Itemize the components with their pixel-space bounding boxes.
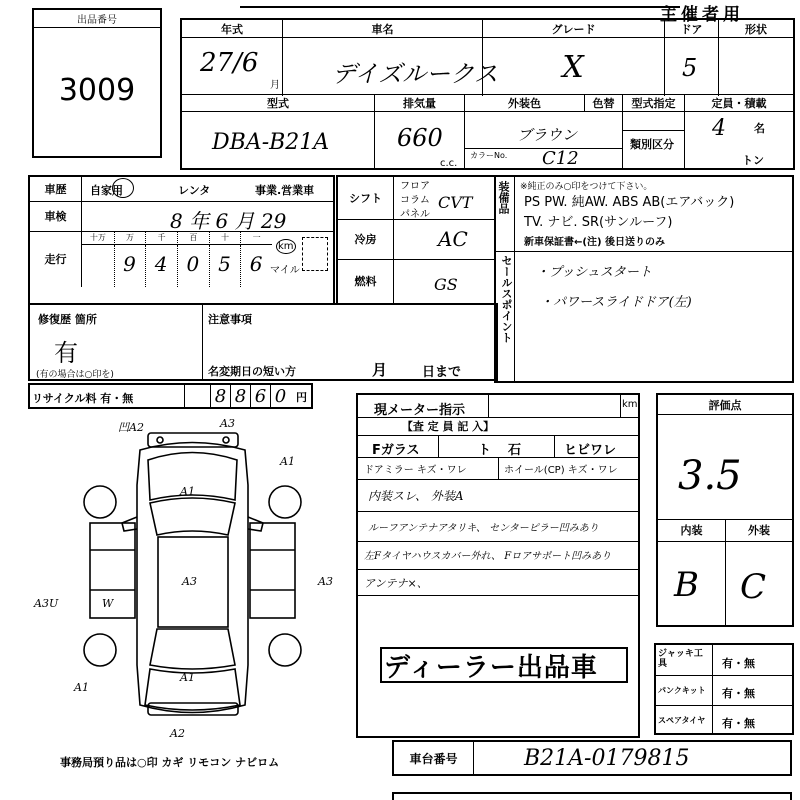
exterior-color-label: 外装色 (464, 94, 584, 112)
repair-block (28, 303, 498, 381)
recycle-digit: 0 (270, 385, 290, 407)
mileage-digit: 0 (186, 252, 200, 276)
year-label: 年式 (221, 23, 243, 36)
shift-option-floor: フロア (400, 181, 430, 192)
meter-label: 現メーター指示 (374, 403, 466, 418)
grade-label: グレード (482, 20, 664, 38)
mark-rear: A1 (180, 671, 195, 684)
mark-right-side: A3 (318, 575, 333, 588)
exterior-label: 外装 (725, 519, 792, 541)
sales-point-1: ・プッシュスタート (536, 265, 652, 280)
capacity-unit: 名 (754, 122, 765, 135)
recycle-digit: 8 (210, 385, 230, 407)
mile-unit: マイル (270, 265, 300, 276)
spare-label: スペアタイヤ (658, 716, 706, 725)
recycle-grid (210, 385, 290, 407)
organizer-banner: 主催者用 (660, 5, 744, 25)
displacement-unit: c.c. (440, 158, 458, 169)
recycle-digit: 6 (250, 385, 270, 407)
name-label: 車名 (282, 20, 482, 38)
exterior-color-value: ブラウン (517, 126, 578, 144)
sales-label: セールスポイント (500, 255, 513, 343)
jack-value: 有・無 (722, 657, 755, 670)
score-value: 3.5 (678, 453, 742, 499)
chassis-value: B21A-0179815 (524, 746, 690, 771)
interior-value: B (674, 565, 699, 605)
glass-label: Fガラス (372, 443, 420, 458)
color-no-value: C12 (542, 148, 579, 169)
type-designation-label: 型式指定 (622, 94, 684, 112)
notes-label: 注意事項 (208, 313, 252, 326)
name-change-label: 名変期日の短い方 (208, 365, 296, 378)
model-label: 型式 (267, 97, 289, 110)
month-label: 月 (372, 361, 388, 379)
chassis-label: 車台番号 (394, 742, 474, 774)
history-option-business: 事業.営業車 (255, 184, 315, 197)
mileage-digit: 6 (249, 252, 263, 276)
mileage-digit: 5 (218, 252, 231, 276)
mileage-header-cell: 万 (114, 231, 146, 245)
mark-left: W (102, 597, 114, 610)
inspector-label: 【査 定 員 記 入】 (401, 420, 495, 433)
glass-option-to: ト (478, 443, 492, 458)
private-circle (112, 178, 134, 198)
mileage-digit: 9 (123, 252, 136, 276)
model-value: DBA-B21A (212, 130, 330, 155)
interior-label: 内装 (680, 524, 703, 537)
remark-1: 内装スレ、 外装A (368, 489, 464, 503)
displacement-value: 660 (397, 124, 443, 152)
remark-4: アンテナ×、 (364, 577, 428, 590)
color-no-label: カラーNo. (470, 151, 508, 160)
mirror-label: ドアミラー キズ・ワレ (364, 465, 467, 476)
inspection-label: 車検 (30, 201, 82, 231)
top-rule (240, 0, 680, 8)
score-label: 評価点 (658, 395, 792, 415)
shift-label: シフト (338, 177, 394, 219)
lot-number: 3009 (58, 72, 136, 108)
remark-3: 左Fタイヤハウスカバー外れ、 Fロアサポート凹みあり (364, 551, 612, 562)
mileage-header-cell: 十万 (82, 231, 114, 245)
glass-option-crack: ヒビワレ (564, 443, 617, 458)
door-label: ドア (664, 20, 718, 38)
mileage-label: 走行 (30, 231, 82, 287)
exterior-value: C (740, 567, 767, 607)
color-tone-label: 色替 (584, 94, 622, 112)
recycle-unit: 円 (296, 391, 307, 404)
equip-line1: PS PW. 純AW. ABS AB(エアバック) (524, 195, 735, 210)
capacity-label: 定員・積載 (684, 94, 793, 112)
bottom-box (392, 792, 792, 800)
puncture-value: 有・無 (722, 687, 755, 700)
mark-top-left: 凹A2 (118, 421, 144, 434)
sales-point-2: ・パワースライドドア(左) (540, 295, 692, 310)
lot-number-label: 出品番号 (34, 10, 160, 28)
fuel-value: GS (434, 275, 458, 294)
remark-2: ルーフアンテナアタリキ、 センターピラー凹みあり (368, 523, 599, 534)
name-value: デイズルークス (332, 60, 498, 88)
ac-label: 冷房 (338, 219, 394, 259)
shift-option-panel: パネル (400, 209, 430, 220)
inspection-value: 8 年 6 月 29 (170, 209, 287, 233)
year-value: 27/6 (200, 48, 259, 78)
recycle-row (28, 383, 313, 409)
score-block (656, 393, 794, 627)
shape-label: 形状 (718, 20, 793, 38)
capacity-value: 4 (712, 116, 726, 141)
fuel-label: 燃料 (338, 259, 394, 303)
history-label: 車歴 (30, 177, 82, 201)
displacement-label: 排気量 (374, 94, 464, 112)
equip-line2: TV. ナビ. SR(サンルーフ) (524, 215, 673, 230)
recycle-digit: 8 (230, 385, 250, 407)
accessories-block (654, 643, 794, 735)
mileage-check-box (302, 237, 328, 271)
lot-number-box (32, 8, 162, 158)
load-unit: トン (742, 154, 764, 167)
day-label: 日まで (422, 365, 462, 380)
shift-option-column: コラム (400, 195, 430, 206)
chassis-block (392, 740, 792, 776)
door-value: 5 (682, 54, 698, 82)
class-label: 類別区分 (630, 138, 674, 151)
wheel-label: ホイール(CP) キズ・ワレ (504, 465, 618, 476)
mark-bottom: A2 (170, 727, 185, 740)
glass-option-stone: 石 (508, 443, 522, 458)
meter-unit: km (622, 399, 638, 410)
mileage-header-cell: 百 (177, 231, 209, 245)
inspection-block (356, 393, 640, 738)
spare-value: 有・無 (722, 717, 755, 730)
ac-value: AC (438, 227, 468, 251)
mark-rear-left: A1 (74, 681, 89, 694)
equip-line3: 新車保証書←(注) 後日送りのみ (524, 237, 666, 248)
mark-hood: A1 (180, 485, 195, 498)
repair-note: (有の場合は○印を) (36, 370, 114, 380)
year-unit: 月 (270, 80, 280, 91)
car-diagram (30, 415, 355, 745)
mileage-header-cell: 一 (240, 231, 272, 245)
grade-value: X (562, 50, 584, 85)
jack-label: ジャッキ工具 (658, 649, 703, 669)
history-option-private: 自家用 (90, 184, 123, 197)
recycle-label: リサイクル料 有・無 (32, 392, 134, 405)
mileage-grid (82, 231, 272, 287)
history-block (28, 175, 335, 305)
mark-left-side: A3U (34, 597, 59, 610)
history-option-rental: レンタ (178, 184, 211, 197)
repair-label: 修復歴 箇所 (38, 313, 97, 326)
equip-note: ※純正のみ○印をつけて下さい。 (520, 182, 653, 192)
mileage-header-cell: 十 (209, 231, 241, 245)
km-unit: km (278, 241, 294, 252)
mark-roof-top: A3 (220, 417, 235, 430)
equip-label: 装備品 (497, 181, 510, 214)
dealer-stamp-text: ディーラー出品車 (384, 653, 598, 683)
mileage-header-cell: 千 (145, 231, 177, 245)
puncture-label: パンクキット (658, 686, 706, 695)
mark-right-front: A1 (280, 455, 295, 468)
mark-roof: A3 (182, 575, 197, 588)
vehicle-info-block (180, 18, 795, 170)
equipment-left-block (336, 175, 496, 305)
mileage-digit: 4 (154, 252, 168, 276)
repair-value: 有 (54, 339, 78, 367)
office-note: 事務局預り品は○印 カギ リモコン ナビロム (60, 756, 280, 769)
equipment-right-block (494, 175, 794, 383)
shift-value: CVT (438, 193, 473, 212)
